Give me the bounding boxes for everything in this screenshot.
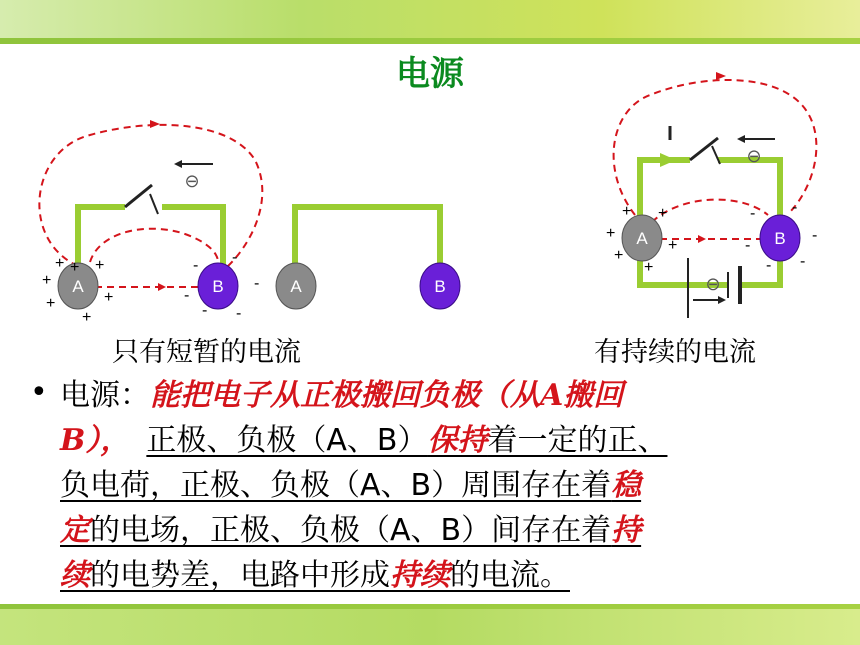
electron-icon: ⊖: [705, 274, 721, 294]
body-text-span: 负电荷，正极、负极（A、B）周围存在着: [60, 468, 612, 503]
field-arrow: [150, 120, 160, 128]
emphasis-text: 能把电子从正极搬回负极（从A搬回: [150, 378, 624, 413]
caption-short-current: 只有短暂的电流: [112, 337, 301, 368]
negative-charge-sign: -: [812, 227, 818, 244]
negative-charge-sign: -: [792, 199, 798, 216]
positive-charge-sign: +: [622, 203, 632, 220]
slide-title: 电源: [396, 54, 464, 94]
text-line: [60, 373, 820, 418]
term-label: 电源：: [60, 378, 150, 413]
positive-charge-sign: +: [614, 247, 624, 264]
electron-icon: ⊖: [746, 146, 762, 166]
switch-blade: [125, 185, 152, 207]
text-line: [60, 418, 820, 463]
emphasis-text: 持续: [390, 558, 450, 593]
negative-charge-sign: -: [745, 237, 751, 254]
positive-charge-sign: +: [55, 255, 65, 272]
circuit-short-current: [39, 120, 262, 309]
negative-charge-sign: -: [232, 249, 238, 266]
field-arrow: [158, 283, 166, 291]
terminal-a-label: A: [72, 277, 84, 296]
text-line: [60, 508, 820, 553]
current-arrow: [660, 153, 676, 167]
negative-charge-sign: -: [800, 253, 806, 270]
caption-continuous-current: 有持续的电流: [594, 337, 756, 368]
emphasis-text: 续: [60, 558, 90, 593]
negative-charge-sign: -: [766, 257, 772, 274]
definition-paragraph: [60, 373, 820, 598]
text-line: [60, 463, 820, 508]
text-line: [60, 553, 820, 598]
negative-charge-sign: -: [202, 302, 208, 319]
electron-arrow-head: [174, 160, 182, 168]
switch-tick: [712, 146, 720, 164]
terminal-b-label: B: [434, 277, 446, 296]
terminal-b-label: B: [774, 229, 786, 248]
terminal-b-label: B: [212, 277, 224, 296]
terminal-a-label: A: [636, 229, 648, 248]
electron-icon: ⊖: [184, 171, 200, 191]
positive-charge-sign: +: [606, 225, 616, 242]
electron-arrow-head: [737, 135, 745, 143]
emphasis-text: B），: [60, 423, 131, 458]
emphasis-text: 稳: [611, 468, 642, 503]
body-text-span: 的电场，正极、负极（A、B）间存在着: [90, 513, 612, 548]
emphasis-text: 定: [60, 513, 90, 548]
switch-tick: [150, 194, 158, 214]
body-text-span: 的电流。: [450, 558, 570, 593]
body-text-span: 的电势差，电路中形成: [90, 558, 390, 593]
bullet-icon: •: [30, 375, 48, 410]
positive-charge-sign: +: [46, 295, 56, 312]
positive-charge-sign: +: [70, 259, 80, 276]
positive-charge-sign: +: [658, 205, 668, 222]
negative-charge-sign: -: [236, 305, 242, 322]
positive-charge-sign: +: [95, 257, 105, 274]
field-arrow: [698, 235, 706, 243]
body-text-span: 着一定的正、: [487, 423, 668, 458]
circuit-wire: [295, 207, 440, 268]
emphasis-text: 保持: [427, 423, 488, 458]
circuit-no-source: [276, 207, 460, 309]
negative-charge-sign: -: [750, 205, 756, 222]
inner-field-line: [90, 229, 218, 266]
positive-charge-sign: +: [104, 289, 114, 306]
electron-arrow-head: [718, 296, 726, 304]
positive-charge-sign: +: [668, 237, 678, 254]
body-text-span: 正极、负极（A、B）: [146, 423, 428, 458]
terminal-a-label: A: [290, 277, 302, 296]
emphasis-text: 持: [611, 513, 642, 548]
positive-charge-sign: +: [82, 309, 92, 326]
outer-field-line: [614, 80, 817, 215]
field-arrow: [716, 72, 726, 80]
negative-charge-sign: -: [193, 257, 199, 274]
negative-charge-sign: -: [184, 287, 190, 304]
positive-charge-sign: +: [644, 259, 654, 276]
positive-charge-sign: +: [42, 272, 52, 289]
negative-charge-sign: -: [254, 275, 260, 292]
